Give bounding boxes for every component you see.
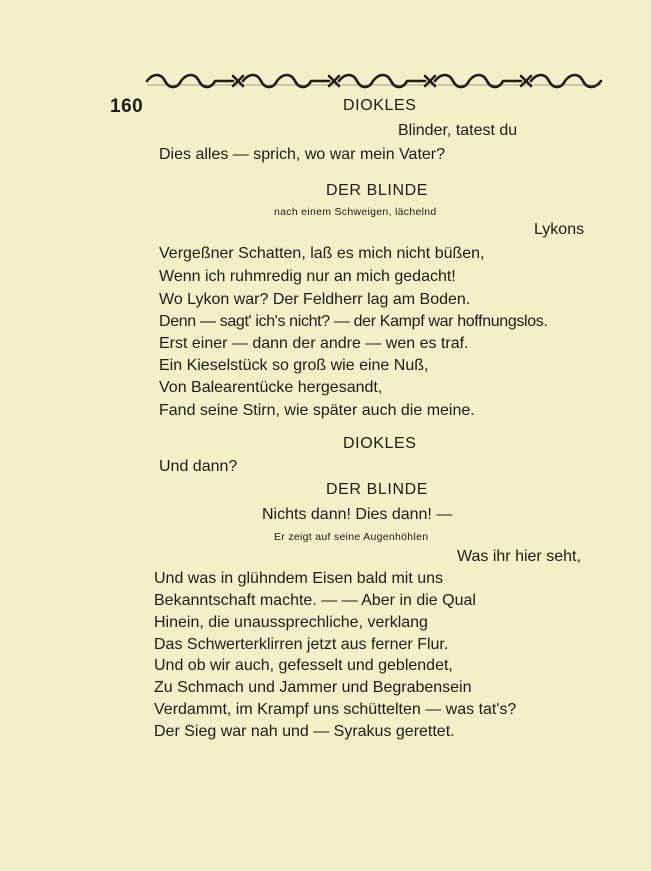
verse-line: Zu Schmach und Jammer und Begrabensein: [154, 679, 472, 696]
verse-line: Und dann?: [159, 458, 238, 475]
verse-line: Dies alles — sprich, wo war mein Vater?: [159, 146, 446, 163]
speaker-name: DIOKLES: [343, 97, 417, 114]
speaker-name: DER BLINDE: [326, 481, 429, 498]
verse-line: Fand seine Stirn, wie später auch die meine.: [159, 402, 475, 419]
speaker-name: DIOKLES: [343, 435, 417, 452]
verse-line: Blinder, tatest du: [398, 122, 518, 139]
verse-line: Was ihr hier seht,: [457, 548, 581, 565]
verse-line: Wo Lykon war? Der Feldherr lag am Boden.: [159, 291, 471, 308]
verse-line: Bekanntschaft machte. — — Aber in die Qual: [154, 592, 476, 609]
verse-line: Das Schwerterklirren jetzt aus ferner Flur.: [154, 636, 449, 653]
verse-line: Ein Kieselstück so groß wie eine Nuß,: [159, 357, 429, 374]
stage-direction: Er zeigt auf seine Augenhöhlen: [274, 531, 429, 543]
verse-line: Denn — sagt' ich's nicht? — der Kampf war hoffnungslos.: [159, 313, 548, 330]
speaker-name: DER BLINDE: [326, 182, 429, 199]
verse-line: Und was in glühndem Eisen bald mit uns: [154, 570, 444, 587]
verse-line: Und ob wir auch, gefesselt und geblendet,: [154, 657, 453, 674]
verse-line: Lykons: [534, 221, 585, 238]
page-number: 160: [110, 96, 144, 117]
verse-line: Erst einer — dann der andre — wen es traf.: [159, 335, 469, 352]
stage-direction: nach einem Schweigen, lächelnd: [274, 206, 437, 218]
verse-line: Hinein, die unaussprechliche, verklang: [154, 614, 428, 631]
verse-line: Wenn ich ruhmredig nur an mich gedacht!: [159, 268, 456, 285]
verse-line: Nichts dann! Dies dann! —: [262, 506, 453, 523]
ornament-border: [143, 70, 606, 92]
verse-line: Vergeßner Schatten, laß es mich nicht büßen,: [159, 245, 485, 262]
verse-line: Von Balearentücke hergesandt,: [159, 379, 383, 396]
verse-line: Der Sieg war nah und — Syrakus gerettet.: [154, 723, 455, 740]
verse-line: Verdammt, im Krampf uns schüttelten — was tat's?: [154, 701, 517, 718]
